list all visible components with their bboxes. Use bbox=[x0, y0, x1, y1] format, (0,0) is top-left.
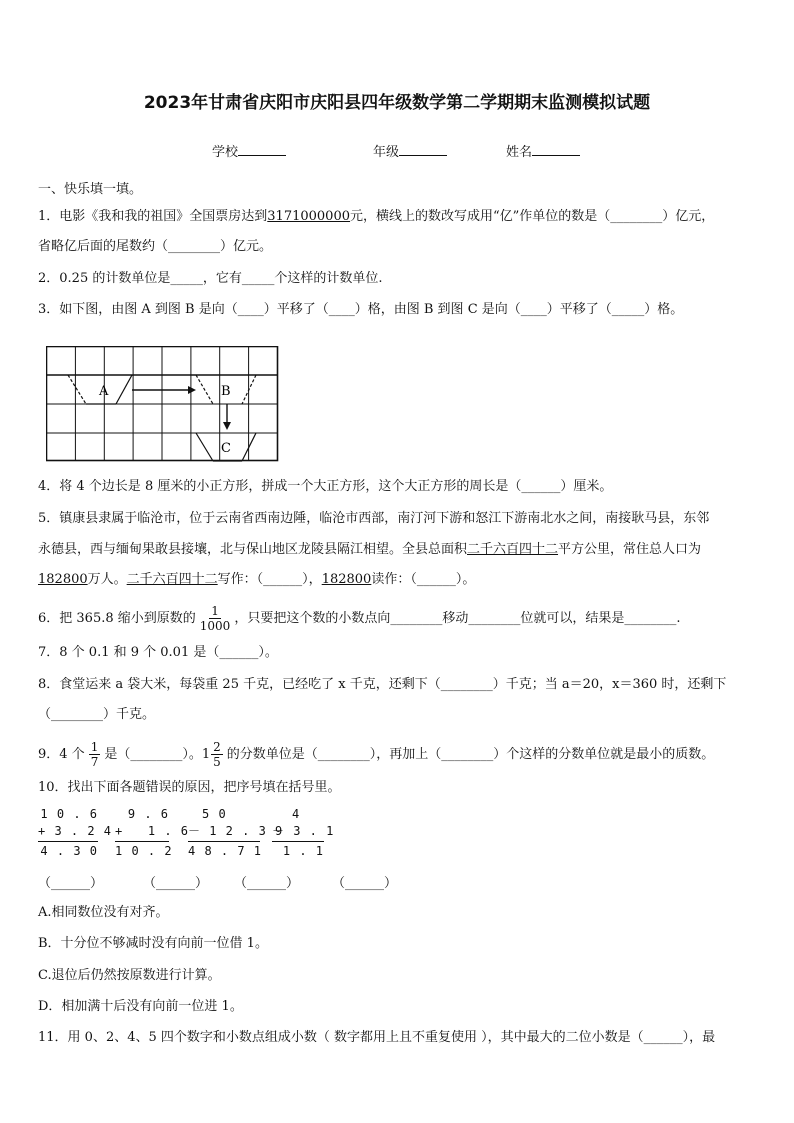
question-5-line-2: 永德县，西与缅甸果敢县接壤，北与保山地区龙陵县隔江相望。全县总面积二千六百四十二平方公里，常住总人口为 bbox=[38, 542, 702, 557]
option-c: C.退位后仍然按原数进行计算。 bbox=[38, 968, 221, 983]
question-1-line-2: 省略亿后面的尾数约（________）亿元。 bbox=[38, 239, 273, 254]
school-field: 学校 bbox=[212, 141, 286, 160]
vertical-calc-4: 4 － 3 . 1 1 . 1 bbox=[272, 807, 335, 858]
fraction: $\frac{1}{1000}$ bbox=[199, 604, 231, 633]
translation-grid-figure bbox=[46, 346, 280, 462]
option-a: A.相同数位没有对齐。 bbox=[38, 905, 169, 920]
question-3: 3．如下图，由图 A 到图 B 是向（____）平移了（____）格，由图 B 到图 C 是向（____）平移了（_____）格。 bbox=[38, 302, 684, 317]
question-8-line-2: （________）千克。 bbox=[38, 707, 156, 722]
option-d: D．相加满十后没有向前一位进 1。 bbox=[38, 999, 243, 1014]
grade-field: 年级 bbox=[373, 141, 447, 160]
arrow-right-icon bbox=[132, 386, 196, 394]
fraction: $\frac{1}{7}$ bbox=[90, 740, 99, 769]
question-1-line-1: 1．电影《我和我的祖国》全国票房达到3171000000元，横线上的数改写成用“亿”作单位的数是（________）亿元， bbox=[38, 209, 715, 224]
figure-c-label: C bbox=[221, 441, 231, 456]
page-title: 2023年甘肃省庆阳市庆阳县四年级数学第二学期期末监测模拟试题 bbox=[143, 93, 651, 113]
option-b: B．十分位不够减时没有向前一位借 1。 bbox=[38, 936, 268, 951]
question-10: 10．找出下面各题错误的原因，把序号填在括号里。 bbox=[38, 780, 341, 795]
name-field: 姓名 bbox=[506, 141, 580, 160]
question-4: 4．将 4 个边长是 8 厘米的小正方形，拼成一个大正方形，这个大正方形的周长是（______）厘米。 bbox=[38, 479, 613, 494]
fraction: $\frac{2}{5}$ bbox=[213, 740, 221, 769]
figure-b-label: B bbox=[221, 384, 231, 399]
question-5-line-3: 182800万人。二千六百四十二写作：（______），182800读作：（______）。 bbox=[38, 572, 476, 587]
question-5-line-1: 5．镇康县隶属于临沧市，位于云南省西南边陲，临沧市西部，南汀河下游和怒江下游南北水之间，南接耿马县，东邻 bbox=[38, 511, 710, 526]
vertical-calc-2: 9 . 6 + 1 . 6 1 0 . 2 bbox=[115, 807, 190, 858]
vertical-calc-1: 1 0 . 6 + 3 . 2 4 4 . 3 0 bbox=[38, 807, 113, 858]
question-6: 6．把 365.8 缩小到原数的 $\frac{1}{1000}$ ，只要把这个数的小数点向________移动________位就可以，结果是________. bbox=[38, 604, 681, 633]
vertical-calc-3: 5 0 － 1 2 . 3 9 4 8 . 7 1 bbox=[188, 807, 284, 858]
question-7: 7．8 个 0.1 和 9 个 0.01 是（______）。 bbox=[38, 645, 278, 660]
question-2: 2．0.25 的计数单位是_____，它有_____个这样的计数单位. bbox=[38, 271, 383, 286]
question-8-line-1: 8．食堂运来 a 袋大米，每袋重 25 千克，已经吃了 x 千克，还剩下（________）千克；当 a＝20，x＝360 时，还剩下 bbox=[38, 677, 727, 692]
figure-a-label: A bbox=[99, 384, 109, 399]
question-9: 9．4 个 $\frac{1}{7}$ 是（________）。1 $\frac{2}{5}$ 的分数单位是（________），再加上（________）个这样的分数单位就是最小的质数。 bbox=[38, 740, 715, 769]
arrow-down-icon bbox=[223, 404, 231, 430]
question-11: 11．用 0、2、4、5 四个数字和小数点组成小数（ 数字都用上且不重复使用 ），其中最大的二位小数是（______），最 bbox=[38, 1030, 716, 1045]
section-heading: 一、快乐填一填。 bbox=[38, 182, 143, 197]
